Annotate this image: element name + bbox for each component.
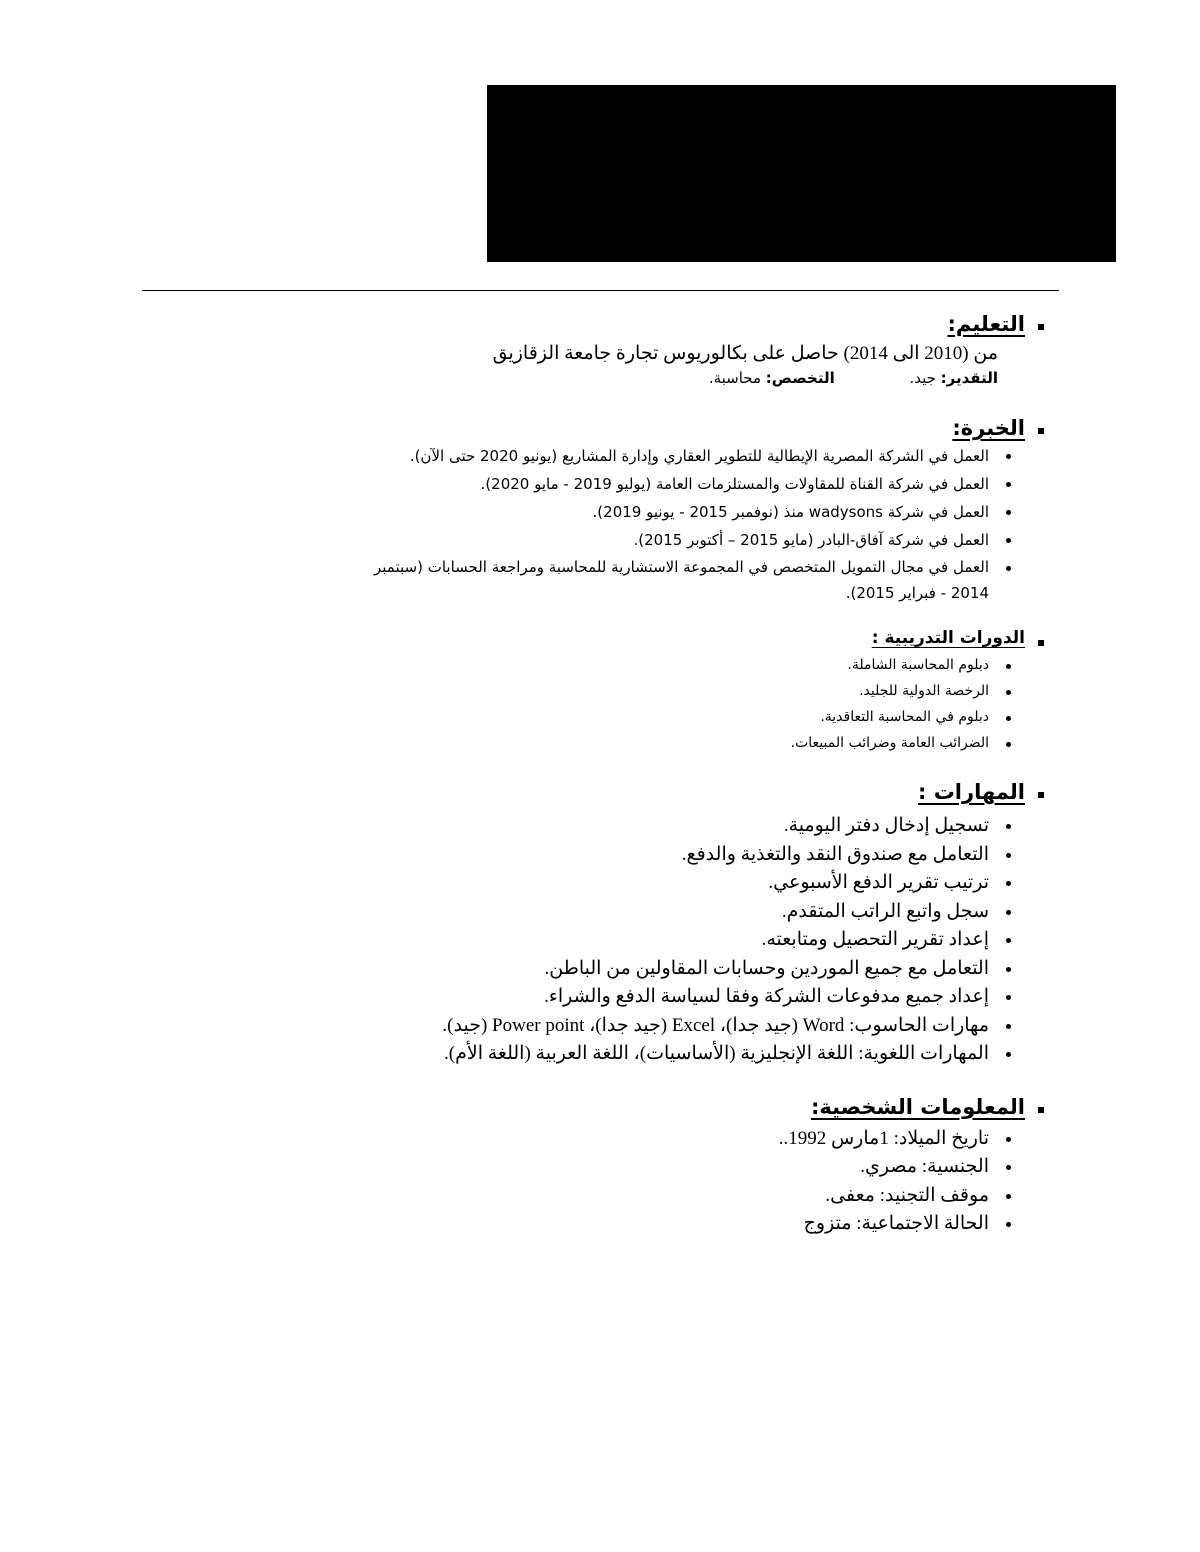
- bullet-dot-icon: [1006, 482, 1011, 487]
- list-item: الضرائب العامة وضرائب المبيعات.: [300, 730, 989, 756]
- list-item: إعداد جميع مدفوعات الشركة وفقا لسياسة الدفع والشراء.: [300, 983, 989, 1012]
- grade-value: جيد.: [909, 369, 936, 387]
- list-item: العمل في شركة آفاق-البادر (مايو 2015 – أكتوبر 2015).: [300, 526, 989, 554]
- square-bullet-icon: [1038, 428, 1044, 434]
- personal-heading: [300, 1095, 1035, 1125]
- education-details: [300, 342, 998, 390]
- resume-body: [300, 312, 1035, 1239]
- bullet-dot-icon: [1006, 538, 1011, 543]
- skills-section: [300, 780, 1035, 1069]
- major-label: التخصص:: [765, 369, 835, 387]
- list-item: إعداد تقرير التحصيل ومتابعته.: [300, 926, 989, 955]
- education-degree-line: من (2010 الى 2014) حاصل على بكالوريوس تجارة جامعة الزقازيق: [492, 343, 998, 364]
- education-section: [300, 312, 1035, 390]
- list-item: ترتيب تقرير الدفع الأسبوعي.: [300, 869, 989, 898]
- list-item: موقف التجنيد: معفى.: [300, 1182, 989, 1211]
- list-item: العمل في مجال التمويل المتخصص في المجموعة الاستشارية للمحاسبة ومراجعة الحسابات (سبتمبر 2014 - فبراير 2015).: [339, 554, 989, 606]
- courses-section: [300, 628, 1035, 756]
- bullet-dot-icon: [1006, 664, 1011, 669]
- square-bullet-icon: [1038, 792, 1044, 798]
- experience-heading: [300, 416, 1035, 442]
- bullet-dot-icon: [1006, 938, 1011, 943]
- list-item: دبلوم في المحاسبة التعاقدية.: [300, 704, 989, 730]
- header-divider: [142, 290, 1059, 291]
- list-item: سجل واتبع الراتب المتقدم.: [300, 898, 989, 927]
- list-item: الرخصة الدولية للجليد.: [300, 678, 989, 704]
- bullet-dot-icon: [1006, 742, 1011, 747]
- courses-title: الدورات التدريبية :: [871, 628, 1025, 648]
- personal-section: [300, 1095, 1035, 1239]
- list-item: مهارات الحاسوب: Word (جيد جدا)، Excel (جيد جدا)، Power point (جيد).: [300, 1012, 989, 1041]
- bullet-dot-icon: [1006, 1137, 1011, 1142]
- bullet-dot-icon: [1006, 1194, 1011, 1199]
- list-item: الحالة الاجتماعية: متزوج: [300, 1210, 989, 1239]
- courses-heading: [300, 628, 1035, 652]
- list-item: التعامل مع جميع الموردين وحسابات المقاولين من الباطن.: [300, 955, 989, 984]
- bullet-dot-icon: [1006, 510, 1011, 515]
- bullet-dot-icon: [1006, 853, 1011, 858]
- list-item: الجنسية: مصري.: [300, 1153, 989, 1182]
- education-title: التعليم:: [947, 312, 1025, 336]
- bullet-dot-icon: [1006, 1222, 1011, 1227]
- experience-list: [300, 442, 989, 606]
- list-item: العمل في شركة wadysons منذ (نوفمبر 2015 - يونيو 2019).: [300, 498, 989, 526]
- bullet-dot-icon: [1006, 995, 1011, 1000]
- grade-label: التقدير:: [940, 369, 998, 387]
- redacted-header-block: [487, 85, 1116, 262]
- bullet-dot-icon: [1006, 566, 1011, 571]
- experience-section: [300, 416, 1035, 606]
- list-item: العمل في شركة القناة للمقاولات والمستلزمات العامة (يوليو 2019 - مايو 2020).: [300, 470, 989, 498]
- bullet-dot-icon: [1006, 967, 1011, 972]
- bullet-dot-icon: [1006, 1052, 1011, 1057]
- list-item: تسجيل إدخال دفتر اليومية.: [300, 812, 989, 841]
- skills-list: [300, 812, 989, 1069]
- list-item: التعامل مع صندوق النقد والتغذية والدفع.: [300, 841, 989, 870]
- personal-list: [300, 1125, 989, 1239]
- experience-title: الخبرة:: [952, 416, 1025, 440]
- bullet-dot-icon: [1006, 881, 1011, 886]
- bullet-dot-icon: [1006, 454, 1011, 459]
- skills-title: المهارات :: [917, 780, 1025, 804]
- bullet-dot-icon: [1006, 824, 1011, 829]
- education-grade-line: [300, 366, 998, 390]
- major-value: محاسبة.: [708, 369, 762, 387]
- list-item: العمل في الشركة المصرية الإيطالية للتطوير العقاري وإدارة المشاريع (يونيو 2020 حتى الآن).: [300, 442, 989, 470]
- bullet-dot-icon: [1006, 910, 1011, 915]
- skills-heading: [300, 780, 1035, 812]
- bullet-dot-icon: [1006, 716, 1011, 721]
- list-item: تاريخ الميلاد: 1مارس 1992..: [300, 1125, 989, 1154]
- bullet-dot-icon: [1006, 1024, 1011, 1029]
- bullet-dot-icon: [1006, 1165, 1011, 1170]
- list-item: المهارات اللغوية: اللغة الإنجليزية (الأساسيات)، اللغة العربية (اللغة الأم).: [300, 1040, 989, 1069]
- courses-list: [300, 652, 989, 756]
- list-item: دبلوم المحاسبة الشاملة.: [300, 652, 989, 678]
- personal-title: المعلومات الشخصية:: [810, 1094, 1025, 1119]
- bullet-dot-icon: [1006, 690, 1011, 695]
- education-heading: [300, 312, 1035, 342]
- square-bullet-icon: [1038, 640, 1044, 646]
- square-bullet-icon: [1038, 324, 1044, 330]
- square-bullet-icon: [1038, 1107, 1044, 1113]
